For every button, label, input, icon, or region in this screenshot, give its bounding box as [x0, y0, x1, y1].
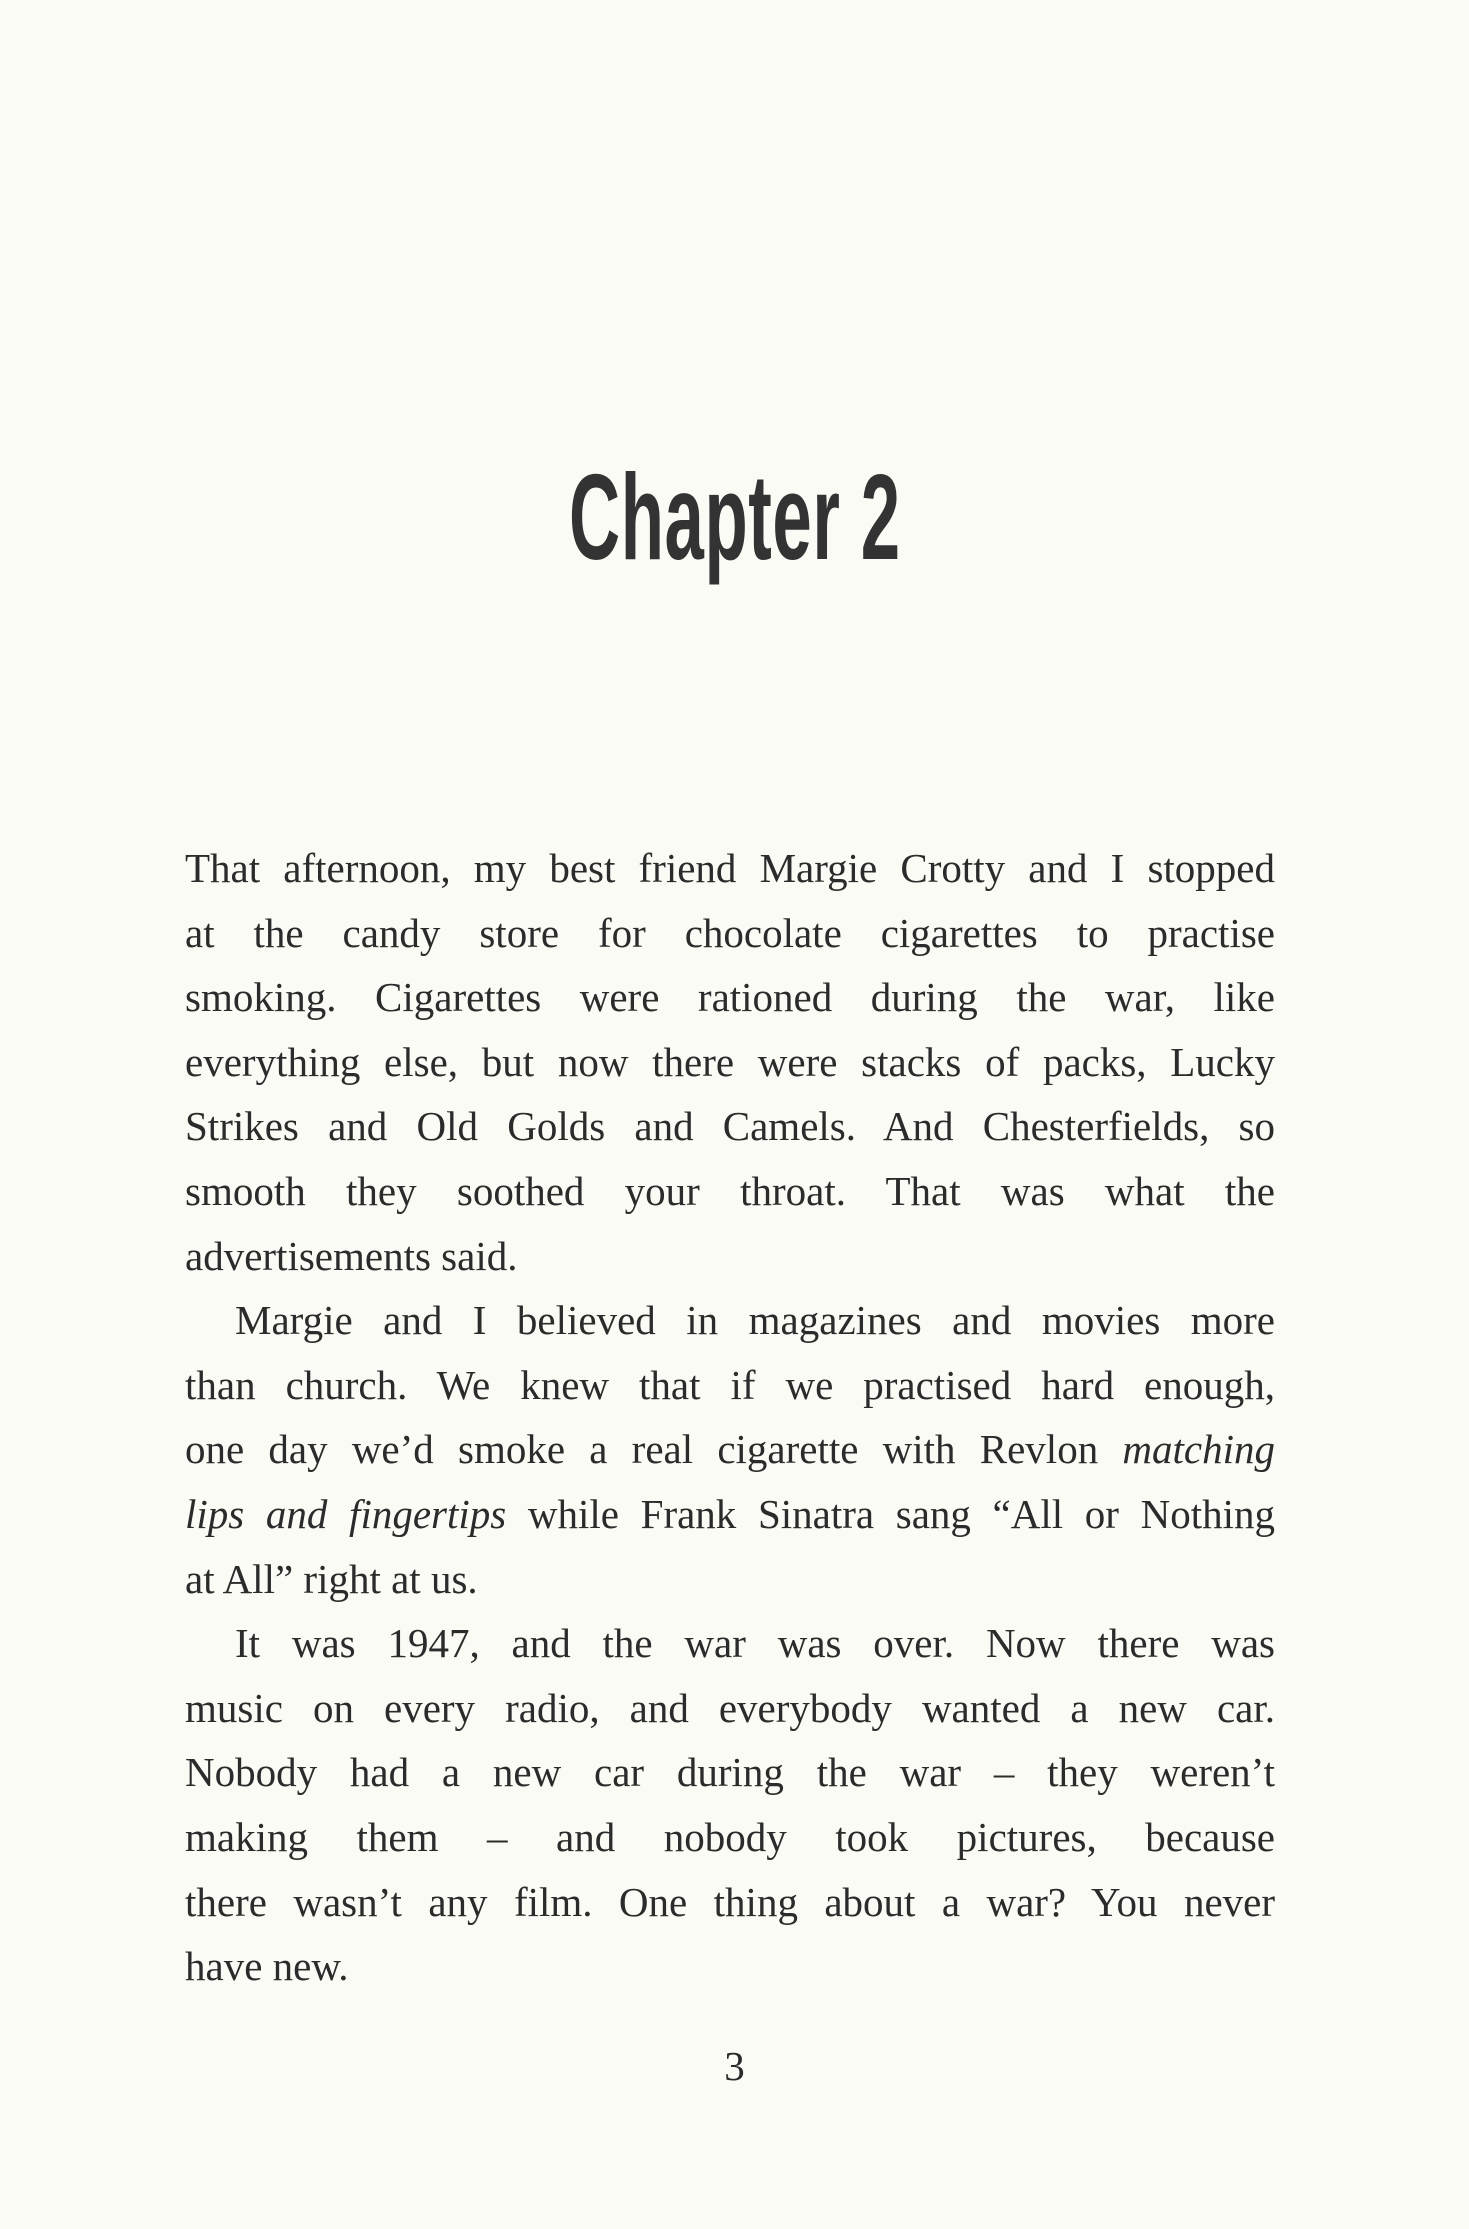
text-line — [185, 1030, 1275, 1095]
text: advertisements said. — [185, 1232, 518, 1279]
text-line — [185, 1159, 1275, 1224]
text: at the candy store for chocolate cigarettes to practise — [185, 909, 1275, 956]
text: one day we’d smoke a real cigarette with Revlon — [185, 1426, 1123, 1473]
text: It was 1947, and the war was over. Now there was — [235, 1620, 1275, 1667]
text: than church. We knew that if we practised hard enough, — [185, 1361, 1275, 1408]
text: making them – and nobody took pictures, because — [185, 1813, 1275, 1860]
text: smooth they soothed your throat. That was what the — [185, 1167, 1275, 1214]
text: have new. — [185, 1943, 349, 1990]
text-line — [185, 1353, 1275, 1418]
text-line — [185, 1740, 1275, 1805]
page-number: 3 — [724, 2043, 745, 2089]
text: Margie and I believed in magazines and movies more — [235, 1297, 1275, 1344]
text-line — [185, 901, 1275, 966]
paragraph — [185, 1288, 1275, 1611]
text-line — [185, 1094, 1275, 1159]
body-text — [185, 836, 1275, 1999]
paragraph — [185, 1611, 1275, 1999]
chapter-heading — [0, 449, 1469, 585]
text-line — [185, 1870, 1275, 1935]
text: there wasn’t any film. One thing about a war? You never — [185, 1878, 1275, 1925]
text-line — [185, 1288, 1275, 1353]
italic-text: matching — [1122, 1426, 1275, 1473]
italic-text: lips and fingertips — [185, 1490, 507, 1537]
text: while Frank Sinatra sang “All or Nothing — [506, 1490, 1275, 1537]
text: smoking. Cigarettes were rationed during the war, like — [185, 974, 1275, 1021]
text-line — [185, 1805, 1275, 1870]
text-line — [185, 1417, 1275, 1482]
paragraph — [185, 836, 1275, 1288]
text: music on every radio, and everybody wanted a new car. — [185, 1684, 1275, 1731]
text-line — [185, 965, 1275, 1030]
text-line — [185, 1547, 1275, 1612]
text: That afternoon, my best friend Margie Crotty and I stopped — [185, 845, 1275, 891]
text-line — [185, 1224, 1275, 1289]
chapter-title: Chapter 2 — [568, 449, 901, 585]
text-line — [185, 836, 1275, 901]
text: Nobody had a new car during the war – they weren’t — [185, 1749, 1275, 1796]
text-line — [185, 1482, 1275, 1547]
text-line — [185, 1611, 1275, 1676]
text-line — [185, 1934, 1275, 1999]
text: everything else, but now there were stacks of packs, Lucky — [185, 1038, 1275, 1085]
text: Strikes and Old Golds and Camels. And Chesterfields, so — [185, 1103, 1275, 1150]
text: at All” right at us. — [185, 1555, 478, 1602]
text-line — [185, 1676, 1275, 1741]
